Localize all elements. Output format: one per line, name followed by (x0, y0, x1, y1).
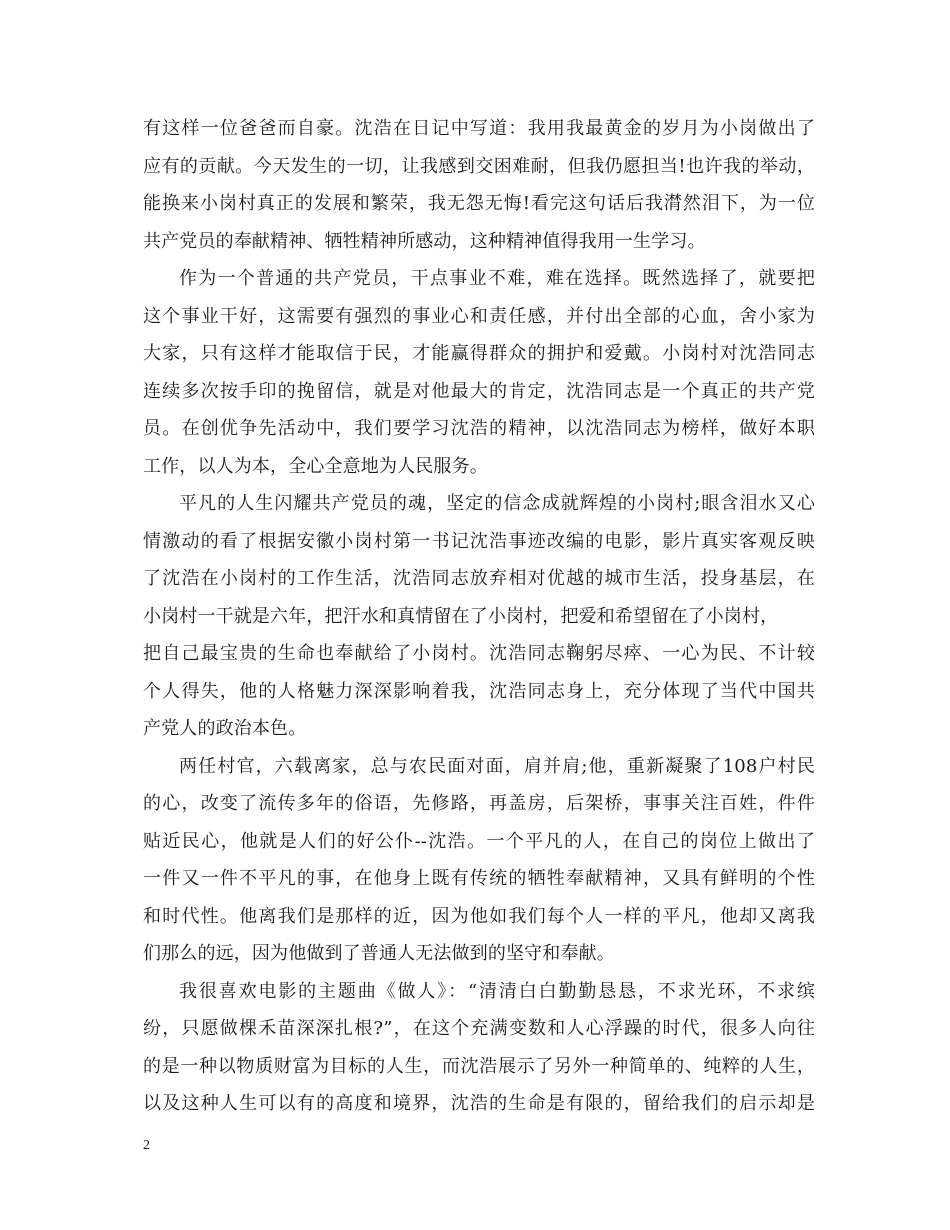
text-line: 个人得失，他的人格魅力深深影响着我，沈浩同志身上，充分体现了当代中国共 (143, 680, 815, 702)
text-line: 我很喜欢电影的主题曲《做人》：“清清白白勤勤恳恳，不求光环，不求缤 (179, 980, 815, 1002)
text-line: 共产党员的奉献精神、牺牲精神所感动，这种精神值得我用一生学习。 (143, 230, 706, 252)
text-line: 有这样一位爸爸而自豪。沈浩在日记中写道：我用我最黄金的岁月为小岗做出了 (143, 118, 815, 139)
text-line: 应有的贡献。今天发生的一切，让我感到交困难耐，但我仍愿担当!也许我的举动， (143, 155, 815, 177)
text-line: 产党人的政治本色。 (143, 718, 307, 739)
text-line: 能换来小岗村真正的发展和繁荣，我无怨无悔!看完这句话后我潸然泪下，为一位 (143, 193, 815, 214)
text-line: 把自己最宝贵的生命也奉献给了小岗村。沈浩同志鞠躬尽瘁、一心为民、不计较 (143, 643, 815, 664)
text-line: 连续多次按手印的挽留信，就是对他最大的肯定，沈浩同志是一个真正的共产党 (143, 380, 815, 402)
text-line: 作为一个普通的共产党员，干点事业不难，难在选择。既然选择了，就要把 (179, 268, 815, 289)
page-number: 2 (143, 1138, 150, 1153)
body-text (143, 110, 815, 1123)
text-line: 们那么的远，因为他做到了普通人无法做到的坚守和奉献。 (143, 943, 615, 964)
text-line: 的心，改变了流传多年的俗语，先修路，再盖房，后架桥，事事关注百姓，件件 (143, 793, 815, 814)
text-line: 工作，以人为本，全心全意地为人民服务。 (143, 455, 488, 477)
paragraph-2 (143, 260, 815, 485)
text-line: 纷，只愿做棵禾苗深深扎根?”，在这个充满变数和人心浮躁的时代，很多人向往 (143, 1018, 815, 1039)
text-line: 的是一种以物质财富为目标的人生，而沈浩展示了另外一种简单的、纯粹的人生， (143, 1055, 815, 1077)
text-line: 小岗村一干就是六年，把汗水和真情留在了小岗村，把爱和希望留在了小岗村， (143, 605, 779, 627)
text-line: 平凡的人生闪耀共产党员的魂，坚定的信念成就辉煌的小岗村;眼含泪水又心 (179, 493, 815, 514)
text-line: 员。在创优争先活动中，我们要学习沈浩的精神，以沈浩同志为榜样，做好本职 (143, 418, 815, 439)
text-line: 两任村官，六载离家，总与农民面对面，肩并肩;他，重新凝聚了108户村民 (179, 755, 815, 777)
paragraph-3 (143, 485, 815, 748)
paragraph-4 (143, 748, 815, 973)
paragraph-5 (143, 973, 815, 1123)
text-line: 情激动的看了根据安徽小岗村第一书记沈浩事迹改编的电影，影片真实客观反映 (143, 530, 815, 552)
text-line: 了沈浩在小岗村的工作生活，沈浩同志放弃相对优越的城市生活，投身基层，在 (143, 568, 815, 589)
text-line: 贴近民心，他就是人们的好公仆--沈浩。一个平凡的人，在自己的岗位上做出了 (143, 830, 815, 852)
text-line: 和时代性。他离我们是那样的近，因为他如我们每个人一样的平凡，他却又离我 (143, 905, 815, 927)
text-line: 一件又一件不平凡的事，在他身上既有传统的牺牲奉献精神，又具有鲜明的个性 (143, 868, 815, 889)
text-line: 这个事业干好，这需要有强烈的事业心和责任感，并付出全部的心血，舍小家为 (143, 305, 815, 327)
text-line: 以及这种人生可以有的高度和境界，沈浩的生命是有限的，留给我们的启示却是 (143, 1093, 815, 1114)
paragraph-1 (143, 110, 815, 260)
text-line: 大家，只有这样才能取信于民，才能赢得群众的拥护和爱戴。小岗村对沈浩同志 (143, 343, 815, 364)
